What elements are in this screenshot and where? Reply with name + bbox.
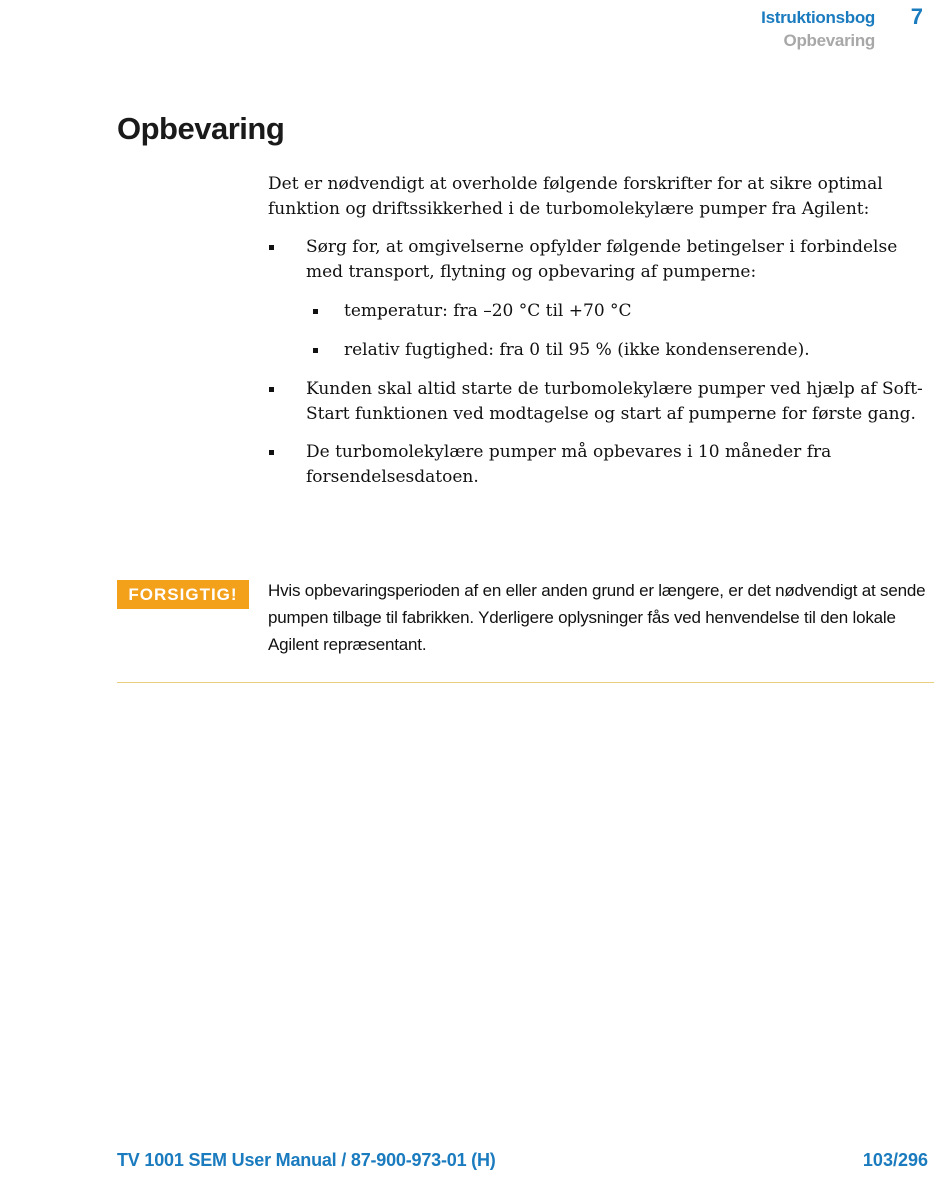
header-section-title: Opbevaring: [783, 31, 875, 50]
chapter-number: 7: [910, 4, 923, 29]
sub-list-item: relativ fugtighed: fra 0 til 95 % (ikke kondenserende).: [306, 338, 938, 363]
list-item-text: Sørg for, at omgivelserne opfylder følgende betingelser i forbindelse med transport, flytning og opbevaring af pumperne:: [306, 237, 898, 282]
page-number: 103/296: [862, 1150, 928, 1170]
sub-list-item: temperatur: fra –20 °C til +70 °C: [306, 299, 938, 324]
list-item: [268, 440, 938, 490]
page-title: Opbevaring: [117, 111, 285, 146]
list-item: [268, 377, 938, 427]
header-manual-title: Istruktionsbog: [761, 8, 875, 27]
divider: [117, 682, 934, 683]
caution-text: Hvis opbevaringsperioden af en eller anden grund er længere, er det nødvendigt at sende pumpen tilbage til fabrikken. Yderligere oplysninger fås ved henvendelse til den lokale Agilent repræsentant.: [268, 581, 926, 654]
bullet-list: [268, 235, 938, 490]
footer-manual-title: TV 1001 SEM User Manual / 87-900-973-01 (H): [117, 1150, 496, 1170]
caution-badge: FORSIGTIG!: [117, 580, 249, 609]
list-item-text: Kunden skal altid starte de turbomolekylære pumper ved hjælp af Soft-Start funktionen ved modtagelse og start af pumperne for første gang.: [306, 379, 923, 424]
body-content: [268, 172, 938, 503]
intro-paragraph: Det er nødvendigt at overholde følgende forskrifter for at sikre optimal funktion og driftssikkerhed i de turbomolekylære pumper fra Agilent:: [268, 174, 883, 219]
list-item-text: De turbomolekylære pumper må opbevares i 10 måneder fra forsendelsesdatoen.: [306, 442, 832, 487]
list-item: [268, 235, 938, 363]
sub-bullet-list: [306, 299, 938, 363]
